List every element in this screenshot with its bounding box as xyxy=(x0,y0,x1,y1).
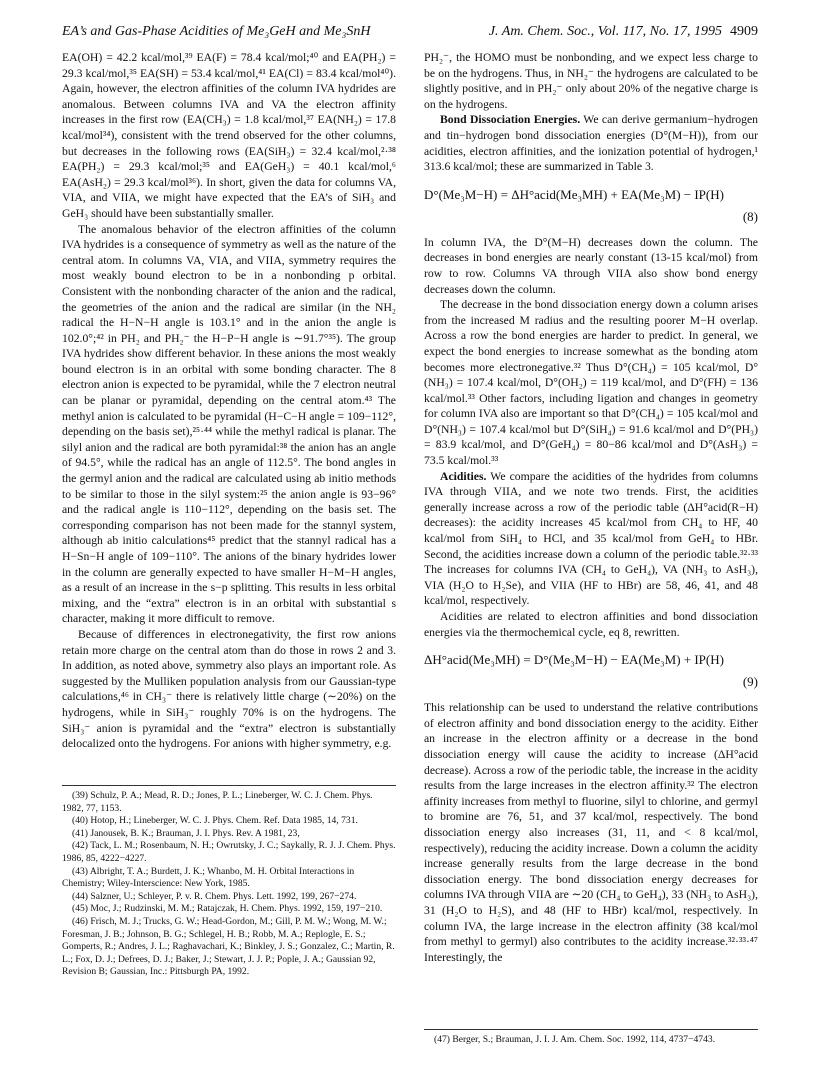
reference-44: (44) Salzner, U.; Schleyer, P. v. R. Chem. Phys. Lett. 1992, 199, 267−274. xyxy=(72,890,357,902)
footnotes-right xyxy=(424,1023,758,1047)
left-column xyxy=(62,50,396,752)
paragraph-relationship: This relationship can be used to understand the relative contributions of electron affinity and bond dissociation energy to the acidity. Either an increase in the electron affinity or a decrease in the bond dissociation energy will cause the acidity to increase (ΔH°acid decrease). Across a row of the periodic table, the increase in the acidity results from the large increases in the electron affinity.³² The electron affinity increases from methyl to fluorine, silyl to chlorine, and germyl to bromine are 76, 51, and 37 kcal/mol, respectively. The bond dissociation energy also increases (31, 11, and < 8 kcal/mol, respectively), reducing the acidity increase. Down a column the acidity increase generally results from the large decrease in the bond dissociation energy. The bond dissociation energy decreases for columns IVA through VIIA are ∼20 (CH₄ to GeH₄), 33 (NH₃ to AsH₃), 31 (H₂O to H₂S), and 48 (HF to HBr) kcal/mol, respectively. In column IVA, the large increase in the electron affinity (38 kcal/mol from methyl to germyl) also contributes to the acidity increase.³²·³³·⁴⁷ Interestingly, the xyxy=(424,701,758,964)
paragraph-bde-decrease: The decrease in the bond dissociation energy down a column arises from the increased M radius and the resulting poorer M−H overlap. Across a row the bond energies are harder to predict. In general, we expect the bond energies to increase somewhat as the bonding atom becomes more electronegative.³² Thus D°(CH₄) = 105 kcal/mol, D°(NH₃) = 107.4 kcal/mol, D°(OH₂) = 119 kcal/mol, and D°(FH) = 136 kcal/mol.³³ Other factors, including ligation and changes in geometry for column IVA also are important so that D°(CH₄) = 105 kcal/mol and D°(NH₃) = 107.4 kcal/mol but D°(SiH₄) = 91.6 kcal/mol and D°(PH₃) = 83.9 kcal/mol, and D°(GeH₄) = 80−86 kcal/mol and D°(AsH₃) = 73.5 kcal/mol.³³ xyxy=(424,298,758,468)
equation-8 xyxy=(424,185,758,229)
paragraph-thermo-cycle: Acidities are related to electron affinities and bond dissociation energies via the thermochemical cycle, eq 8, rewritten. xyxy=(424,610,758,639)
paragraph-ea-values: EA(OH) = 42.2 kcal/mol,³⁹ EA(F) = 78.4 kcal/mol;⁴⁰ and EA(PH₂) = 29.3 kcal/mol,³⁵ EA(SH) = 53.4 kcal/mol,⁴¹ EA(Cl) = 83.4 kcal/mol⁴⁰). Again, however, the electron affinities of the column IVA hydrides are anomalous. Between columns IVA and VA the electron affinity increases in the first row (EA(CH₃) = 1.8 kcal/mol,³⁷ EA(NH₂) = 17.8 kcal/mol³⁴), consistent with the trend observed for the other columns, but decreases in the following rows (EA(SiH₃) = 32.4 kcal/mol,²·³⁸ EA(PH₂) = 29.3 kcal/mol;³⁵ and EA(GeH₃) = 40.1 kcal/mol,⁶ EA(AsH₂) = 29.3 kcal/mol³⁶). In short, given the data for columns VA, VIA, and VIIA, we might have expected that the EA’s of SiH₃ and GeH₃ should have been substantially smaller. xyxy=(62,51,396,220)
running-title: EA’s and Gas-Phase Acidities of Me₃GeH and Me₃SnH xyxy=(62,24,371,39)
reference-46: (46) Frisch, M. J.; Trucks, G. W.; Head-Gordon, M.; Gill, P. M. W.; Wong, M. W.; Foresman, J. B.; Johnson, B. G.; Schlegel, H. B.; Robb, M. A.; Replogle, E. S.; Gomperts, R.; Andres, J. L.; Raghavachari, K.; Binkley, J. S.; Gonzalez, C.; Martin, R. L.; Fox, D. J.; Defrees, D. J.; Baker, J.; Stewart, J. J. P.; Pople, J. A.; Gaussian 92, Revision B; Gaussian, Inc.: Pittsburgh PA, 1992. xyxy=(62,915,395,978)
journal-name: J. Am. Chem. Soc., Vol. 117, No. 17, 1995 xyxy=(488,24,722,39)
acidities-text: We compare the acidities of the hydrides from columns IVA through VIIA, and we note two trends. First, the acidities generally increase across a row of the periodic table (ΔH°acid(R−H) decreases): the acidity increases 45 kcal/mol from CH₄ to HF, 40 kcal/mol from SiH₄ to HCl, and 35 kcal/mol from GeH₄ to HBr. Second, the acidities increase down a column of the periodic table.³²·³³ The increases for columns IVA (CH₄ to GeH₄), VA (NH₃ to AsH₃), VIA (H₂O to H₂Se), and VIIA (HF to HBr) are 58, 46, 41, and 48 kcal/mol, respectively. xyxy=(424,469,758,608)
footnotes-left xyxy=(62,779,396,979)
right-column xyxy=(424,50,758,965)
bde-intro-text: We can derive germanium−hydrogen and tin−hydrogen bond dissociation energies (D°(M−H)), from our acidities, electron affinities, and the ionization potential of hydrogen,¹ 313.6 kcal/mol; these are summarized in Table 3. xyxy=(424,113,758,174)
running-header xyxy=(62,24,758,44)
page-number: 4909 xyxy=(730,24,758,39)
paragraph-ph2-charge: PH₂⁻, the HOMO must be nonbonding, and we expect less charge to be on the hydrogens. Thus, in NH₂⁻ the hydrogens are calculated to be slightly positive, and in PH₂⁻ only about 20% of the negative charge is on the hydrogens. xyxy=(424,51,758,111)
paragraph-electronegativity: Because of differences in electronegativity, the first row anions retain more charge on the central atom than do those in rows 2 and 3. In addition, as noted above, symmetry also plays an important role. As suggested by the Mulliken population analysis from our Gaussian-type calculations,⁴⁶ in CH₃⁻ there is relatively little charge (∼20%) on the hydrogens, while in SiH₃⁻ roughly 70% is on the hydrogens. The SiH₃⁻ anion is pyramidal and the “extra” electron is substantially delocalized onto the hydrogens. For anions with higher symmetry, e.g. xyxy=(62,627,396,751)
paragraph-anomalous-behavior: The anomalous behavior of the electron affinities of the column IVA hydrides is a consequence of symmetry as well as the nature of the central atom. In columns VA, VIA, and VIIA, symmetry requires the most weakly bound electron to be in a nonbonding p orbital. Consistent with the nonbonding character of the anion and the radical, the geometries of the anion and the radical are similar (in the NH₂ radical the H−N−H angle is 103.1° and in the anion the angle is 102.0°;⁴² in PH₂ and PH₂⁻ the H−P−H angle is ∼91.7°³⁵). The group IVA hydrides show different behavior. In these anions the most weakly bound electron is in an orbital with some bonding character. The 8 electron anion is expected to be pyramidal, while the 7 electron neutral can be planar or pyramidal, depending on the central atom.⁴³ The methyl anion is calculated to be pyramidal (H−C−H angle = 109−112°, depending on the basis set),²⁵·⁴⁴ while the methyl radical is planar. The silyl anion and the radical are both pyramidal:³⁸ the anion has an angle of 94.5°, while the radical has an angle of 112.5°. The bond angles in the germyl anion and the radical are calculated using ab initio methods to be similar to those in the silyl system:²⁵ the anion angle is 93−96° and the radical angle is 110−112°, depending on the basis set. The corresponding comparison has not been made for the stannyl system, although ab initio calculations⁴⁵ predict that the stannyl radical has a H−Sn−H angle of 109−110°. The anions of the binary hydrides lower in the column are generally expected to have smaller H−M−H angles, as a result of an increase in the s−p splitting. This results in less orbital mixing, and the “extra” electron is in an orbital with substantial s character, making it more difficult to remove. xyxy=(62,222,396,626)
footnote-divider-right xyxy=(424,1029,758,1030)
section-heading-acidities: Acidities. xyxy=(440,469,487,483)
reference-42: (42) Tack, L. M.; Rosenbaum, N. H.; Owrutsky, J. C.; Saykally, R. J. J. Chem. Phys. 1986, 85, 4222−4227. xyxy=(62,840,396,864)
paragraph-bde-intro xyxy=(424,112,758,174)
paragraph-acidities xyxy=(424,469,758,609)
equation-9-number: (9) xyxy=(742,674,758,690)
reference-43: (43) Albright, T. A.; Burdett, J. K.; Whanbo, M. H. Orbital Interactions in Chemistry; Wiley-Interscience: New York, 1985. xyxy=(62,865,355,890)
journal-citation xyxy=(489,24,758,40)
reference-45: (45) Moc, J.; Rudzinski, M. M.; Ratajczak, H. Chem. Phys. 1992, 159, 197−210. xyxy=(72,903,383,915)
footnote-divider xyxy=(62,785,396,786)
equation-9 xyxy=(424,650,758,694)
reference-41: (41) Janousek, B. K.; Brauman, J. I. Phys. Rev. A 1981, 23, xyxy=(72,827,300,839)
equation-8-expression: D°(Me₃M−H) = ΔH°acid(Me₃MH) + EA(Me₃M) − IP(H) xyxy=(424,186,724,202)
paragraph-column-iva: In column IVA, the D°(M−H) decreases down the column. The decreases in bond energies are nearly constant (13-15 kcal/mol) from row to row. Columns VA through VIIA also show bond energy decreases down the column. xyxy=(424,235,758,296)
equation-9-expression: ΔH°acid(Me₃MH) = D°(Me₃M−H) − EA(Me₃M) + IP(H) xyxy=(424,652,724,668)
section-heading-bond-dissociation: Bond Dissociation Energies. xyxy=(440,113,581,127)
reference-47: (47) Berger, S.; Brauman, J. I. J. Am. Chem. Soc. 1992, 114, 4737−4743. xyxy=(434,1034,716,1045)
reference-40: (40) Hotop, H.; Lineberger, W. C. J. Phys. Chem. Ref. Data 1985, 14, 731. xyxy=(72,815,358,827)
equation-8-number: (8) xyxy=(742,208,758,224)
reference-39: (39) Schulz, P. A.; Mead, R. D.; Jones, P. L.; Lineberger, W. C. J. Chem. Phys. 1982, 77, 1153. xyxy=(62,790,373,814)
